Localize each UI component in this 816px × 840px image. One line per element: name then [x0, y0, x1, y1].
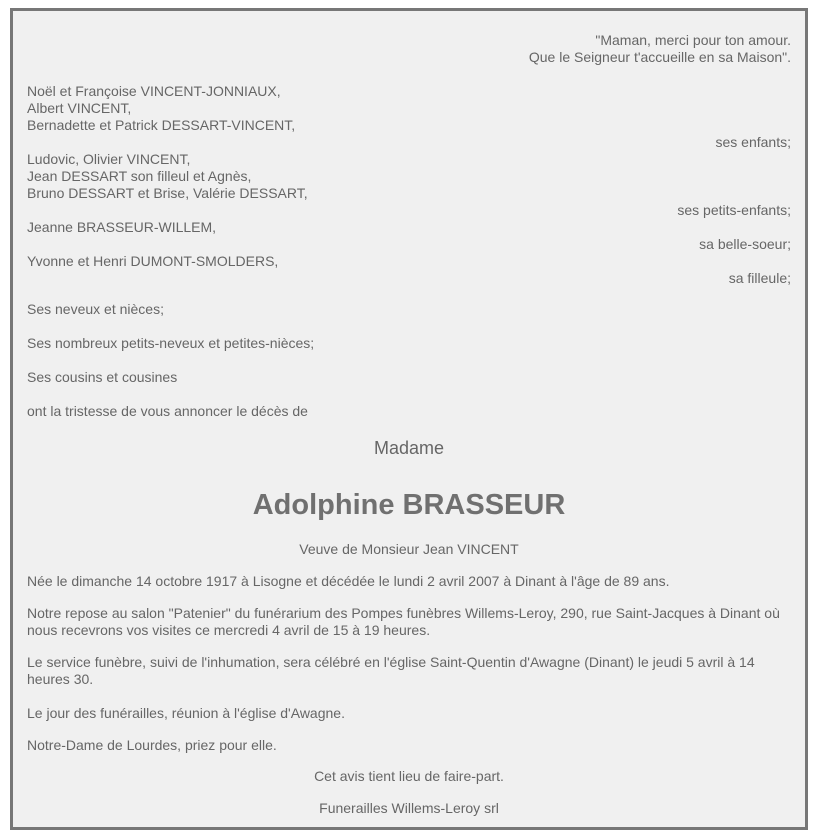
grandchild-name: Jean DESSART son filleul et Agnès, — [27, 168, 252, 184]
widow-of-text: Veuve de Monsieur Jean VINCENT — [299, 541, 519, 557]
announcement-text: ont la tristesse de vous annoncer le décès de — [27, 403, 308, 419]
child-name: Noël et Françoise VINCENT-JONNIAUX, — [27, 83, 281, 99]
detail-paragraph: Le jour des funérailles, réunion à l'église d'Awagne. — [27, 705, 345, 721]
other-relatives-line: Ses cousins et cousines — [27, 369, 178, 385]
children-relation: ses enfants; — [715, 134, 791, 150]
sister-in-law-relation: sa belle-soeur; — [699, 236, 791, 252]
detail-paragraph: Notre-Dame de Lourdes, priez pour elle. — [27, 737, 277, 753]
deceased-name: Adolphine BRASSEUR — [252, 489, 566, 521]
child-name: Bernadette et Patrick DESSART-VINCENT, — [27, 117, 296, 133]
detail-paragraph: Notre repose au salon "Patenier" du funérarium des Pompes funèbres Willems-Leroy, 290, rue Saint-Jacques à Dinant où nous recevrons vos visites ce mercredi 4 avril de 15 à 19 heures. — [27, 605, 780, 638]
grandchildren-relation: ses petits-enfants; — [677, 202, 791, 218]
deceased-honorific: Madame — [373, 438, 445, 458]
goddaughter-relation: sa filleule; — [728, 270, 791, 286]
quote-line-1: "Maman, merci pour ton amour. — [595, 32, 791, 48]
goddaughter-name: Yvonne et Henri DUMONT-SMOLDERS, — [27, 253, 279, 269]
footer-company: Funerailles Willems-Leroy srl — [319, 800, 499, 816]
footer-notice: Cet avis tient lieu de faire-part. — [314, 768, 504, 784]
quote-line-2: Que le Seigneur t'accueille en sa Maison". — [528, 49, 791, 65]
other-relatives-line: Ses nombreux petits-neveux et petites-nièces; — [27, 335, 315, 351]
detail-paragraph: Le service funèbre, suivi de l'inhumation, sera célébré en l'église Saint-Quentin d'Awagne (Dinant) le jeudi 5 avril à 14 heures 30. — [27, 654, 755, 687]
obituary-notice — [10, 8, 808, 830]
grandchild-name: Ludovic, Olivier VINCENT, — [27, 151, 191, 167]
detail-paragraph: Née le dimanche 14 octobre 1917 à Lisogne et décédée le lundi 2 avril 2007 à Dinant à l'âge de 89 ans. — [27, 573, 670, 589]
grandchild-name: Bruno DESSART et Brise, Valérie DESSART, — [27, 185, 308, 201]
child-name: Albert VINCENT, — [27, 100, 132, 116]
sister-in-law-name: Jeanne BRASSEUR-WILLEM, — [27, 219, 217, 235]
other-relatives-line: Ses neveux et nièces; — [27, 301, 164, 317]
